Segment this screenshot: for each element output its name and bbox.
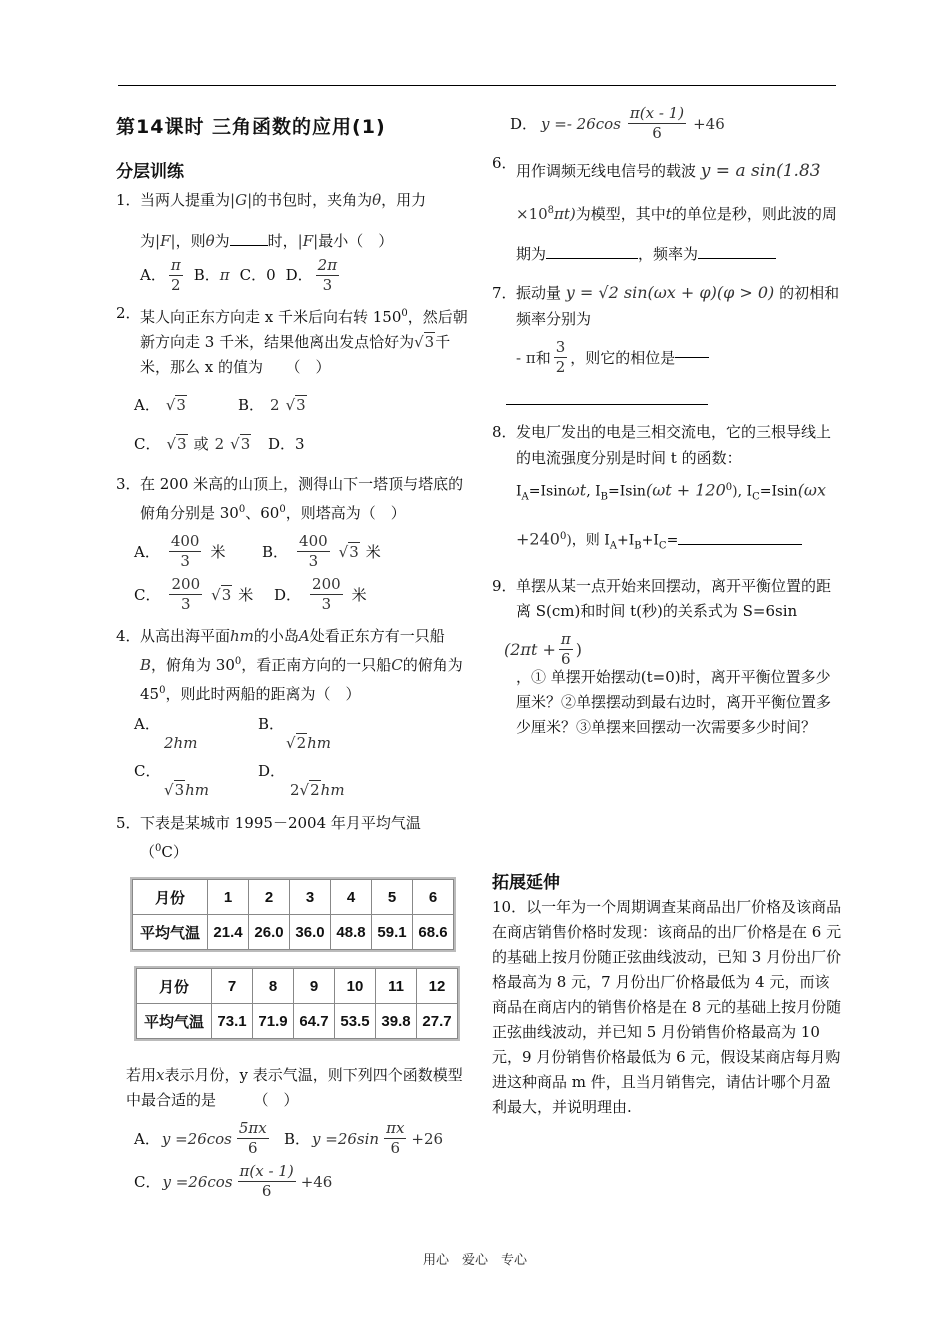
sqrt: √3 (414, 333, 435, 351)
formula: y =26sin (312, 1129, 380, 1148)
section-heading-extension: 拓展延伸 (492, 872, 560, 893)
symbol-theta: θ (205, 232, 215, 250)
formula: ×10 (516, 205, 548, 223)
table-cell: 53.5 (335, 1004, 376, 1039)
option-a-label: A． (140, 266, 166, 284)
symbol-b: B (140, 656, 152, 674)
fraction (169, 575, 202, 614)
option-label: C． (134, 1173, 161, 1191)
option-d (274, 575, 367, 614)
numerator: πx (386, 1119, 405, 1137)
q3-options-cd (116, 575, 468, 614)
option-c (134, 1162, 332, 1201)
radicand: 3 (221, 585, 232, 604)
question-1 (116, 188, 468, 295)
section-heading-practice: 分层训练 (116, 162, 184, 182)
table-row (137, 969, 458, 1004)
option-label: B． (258, 715, 285, 733)
q2-options-cd (116, 433, 468, 454)
denominator: 6 (248, 1139, 258, 1157)
subscript: C (658, 540, 667, 552)
q8-text: 发电厂发出的电是三相交流电，它的三根导线上的电流强度分别是时间 t 的函数： (516, 423, 832, 467)
q9-formula-line (504, 630, 842, 669)
radicand: 3 (174, 781, 185, 799)
table-row (133, 915, 454, 950)
coefficient: 2 (290, 781, 300, 799)
q6-text: 为模型，其中 (575, 205, 666, 223)
option-value (134, 781, 258, 799)
option-label: B． (262, 543, 289, 561)
formula: =Isin (759, 483, 798, 500)
table-header: 月份 (133, 880, 208, 915)
table-cell: 1 (208, 880, 249, 915)
q7-answer-line[interactable] (506, 391, 842, 409)
denominator: 6 (261, 1182, 272, 1200)
option-c: C．0 (239, 266, 276, 284)
denominator: 3 (322, 276, 333, 294)
q6-text: 的单位是秒，则此波的周期为 (516, 205, 837, 263)
option-a (134, 532, 262, 571)
formula: =Isin (608, 483, 646, 500)
q4-text: 从高出海平面 (140, 627, 231, 645)
symbol-x: x (156, 1066, 165, 1084)
q7-text: 和 (535, 349, 551, 367)
numerator: 400 (170, 532, 200, 550)
unit: hm (320, 781, 345, 799)
table-header: 平均气温 (133, 915, 208, 950)
q1-text: ，则 (175, 232, 206, 250)
formula: +26 (411, 1129, 444, 1148)
question-number: 2． (116, 304, 141, 322)
page-title: 第14课时 三角函数的应用(1) (116, 116, 386, 138)
numerator: 5πx (238, 1119, 267, 1137)
sqrt: √3 (230, 434, 251, 453)
fraction (169, 532, 202, 571)
superscript: 0 (559, 531, 567, 543)
temperature-table-1 (130, 877, 456, 952)
radicand: 3 (240, 434, 251, 453)
superscript: 0 (279, 504, 286, 515)
option-value (258, 781, 345, 799)
numerator: π (560, 629, 571, 648)
abs-close: | (170, 232, 176, 250)
denominator: 2 (171, 276, 181, 294)
question-6 (492, 151, 842, 274)
unit: hm (185, 781, 209, 799)
option-c (134, 575, 274, 614)
symbol-f: F (302, 232, 314, 250)
superscript: 8 (547, 205, 555, 216)
symbol-theta: θ (372, 191, 382, 209)
formula: (ωt + 120 (645, 480, 726, 500)
q8-formulas: $I_A=Isin\omega t$, $I_B=Isin(\omega t + 120^0)$, $I_C=Isin(\omega x$ (516, 480, 826, 503)
option-c (134, 433, 268, 454)
q3-text: 、60 (245, 504, 280, 522)
abs-open: | (155, 232, 161, 250)
q1-options (140, 256, 468, 295)
superscript: 0 (155, 843, 162, 854)
table-cell: 12 (417, 969, 458, 1004)
fraction (238, 1162, 296, 1201)
q5-text: C） (161, 843, 188, 861)
current-symbol: I (595, 483, 601, 500)
abs-open: | (230, 191, 236, 209)
q4-text: 处看正东方有一只船 (309, 627, 445, 645)
option-d: D．3 (268, 435, 305, 453)
fraction (559, 630, 573, 669)
q5-text: 若用 (126, 1066, 157, 1084)
question-3 (116, 472, 468, 526)
symbol-t: t (665, 205, 672, 223)
q3-text: 在 200 米高的山顶上，测得山下一塔顶与塔底的俯角分别是 30 (140, 475, 464, 522)
formula: +46 (300, 1172, 333, 1191)
radicand: 3 (177, 434, 187, 453)
formula: +240 (516, 530, 560, 550)
sqrt: √3 (285, 395, 306, 414)
left-column (116, 108, 468, 1201)
option-b (238, 394, 307, 415)
question-8 (492, 419, 842, 560)
formula: +46 (693, 114, 725, 133)
superscript: 0 (238, 504, 246, 515)
question-2 (116, 301, 468, 380)
question-10 (492, 895, 842, 1120)
q9-text: ，① 单摆开始摆动(t=0)时，离开平衡位置多少厘米？②单摆摆动到最右边时，离开平衡位置多少厘米？③单摆来回摆动一次需要多少时间？ (516, 667, 832, 736)
superscript: 0 (401, 308, 408, 319)
subscript: B (600, 491, 608, 503)
q1-text: 当两人提重为 (140, 191, 231, 209)
option-label: C． (134, 586, 161, 604)
q1-text: 为 (214, 232, 230, 250)
q10-text: 以一年为一个周期调查某商品出厂价格及该商品在商店销售价格时发现：该商品的出厂价格是在 6 元的基础上按月份随正弦曲线波动，已知 3 月份出厂价格最高为 8 元，7 月份出厂价格最低为 4 元，而该商品在商店内的销售价格是在 8 元的基础上按月份随正弦曲线波动，并已知 5 月份销售价格最高为 10 元，9 月份销售价格最低为 6 元，假设某商店每月购进这种商品 m 件，且当月销售完，请估计哪个月盈利最大，并说明理由. (492, 897, 842, 1116)
question-7 (492, 280, 842, 332)
formula: =Isin (528, 483, 567, 500)
q5-text: 表示月份，y 表示气温，则下列四个函数模型中最合适的是 （ ） (126, 1066, 463, 1109)
table-header: 平均气温 (137, 1004, 212, 1039)
q1-text: 的书包时，夹角为 (252, 191, 373, 209)
q5-options-c (116, 1162, 468, 1201)
symbol-g: G (235, 191, 248, 209)
q5-text: 下表是某城市 1995－2004 年月平均气温（ (140, 814, 421, 861)
denominator: 3 (321, 595, 332, 613)
page-footer: 用心 爱心 专心 (422, 1253, 527, 1268)
question-4 (116, 624, 468, 707)
question-number: 8． (492, 423, 517, 441)
option-label: A． (134, 543, 160, 561)
fraction (169, 256, 183, 295)
question-number: 1． (116, 191, 141, 209)
table-cell: 6 (413, 880, 454, 915)
phase-blank[interactable] (675, 357, 709, 358)
option-label: C． (134, 435, 161, 453)
option-b-label: B． (193, 266, 220, 284)
table-cell: 5 (372, 880, 413, 915)
q9-text: 单摆从某一点开始来回摆动，离开平衡位置的距离 S(cm)和时间 t(秒)的关系式为 S=6sin (516, 576, 832, 620)
option-label: A． (134, 396, 160, 414)
subscript: A (609, 540, 618, 552)
table-cell: 68.6 (413, 915, 454, 950)
formula: +I (617, 533, 635, 550)
formula: y = √2 sin(ωx + φ)(φ > 0) (565, 283, 775, 302)
q5-options-ab (116, 1119, 468, 1158)
table-header: 月份 (137, 969, 212, 1004)
formula: = (666, 533, 679, 550)
unit: hm (307, 734, 331, 752)
or-text: 或 (193, 435, 209, 453)
radicand: 3 (176, 395, 186, 414)
numerator: 2π (317, 256, 338, 274)
option-d-label: D． (285, 266, 313, 284)
table-cell: 48.8 (331, 915, 372, 950)
right-column (492, 104, 842, 1120)
formula: πt) (554, 205, 576, 223)
fraction (554, 338, 568, 377)
denominator: 3 (180, 552, 190, 570)
symbol-a: A (298, 627, 310, 645)
table-cell: 10 (335, 969, 376, 1004)
fraction (316, 256, 339, 295)
numerator: π(x - 1) (239, 1162, 294, 1180)
q4-options-ab (116, 713, 468, 752)
numerator: 200 (171, 575, 201, 593)
option-label: A． (134, 715, 160, 733)
sqrt: √2 (299, 781, 320, 799)
formula: ) (575, 639, 582, 659)
current-symbol: I (746, 483, 753, 500)
q1-text: 为 (140, 232, 156, 250)
table (136, 968, 458, 1039)
unit: 米 (210, 543, 226, 561)
q1-text: 时， (267, 232, 298, 250)
formula: (2πt + (504, 639, 556, 659)
abs-close: | (313, 232, 319, 250)
question-9 (492, 574, 842, 740)
table-cell: 11 (376, 969, 417, 1004)
fraction (310, 575, 343, 614)
q3-options-ab (116, 532, 468, 571)
denominator: 6 (561, 649, 571, 668)
question-number: 9． (492, 576, 517, 595)
numerator: π (170, 256, 181, 274)
q2-options-ab (116, 394, 468, 415)
option-label: C． (134, 762, 161, 780)
q6-text: 用作调频无线电信号的载波 (516, 162, 697, 180)
option-b (262, 532, 381, 571)
option-label: B． (238, 396, 265, 414)
symbol-c: C (391, 656, 403, 674)
formula: y =26cos (162, 1172, 233, 1191)
sqrt: √3 (164, 781, 185, 799)
formula: y = a sin(1.83 (700, 161, 821, 181)
coefficient: 2 (270, 395, 280, 414)
radicand: 3 (424, 333, 435, 351)
q7-continuation (492, 338, 842, 377)
table-cell: 39.8 (376, 1004, 417, 1039)
fraction (237, 1119, 269, 1158)
formula: y =- 26cos (541, 114, 621, 133)
denominator: 3 (308, 552, 319, 570)
unit: 米 (351, 586, 367, 604)
table-cell: 64.7 (294, 1004, 335, 1039)
q7-text: 振动量 (516, 284, 562, 302)
table-cell: 3 (290, 880, 331, 915)
formula: ωt (566, 480, 587, 500)
symbol-f: F (160, 232, 171, 250)
superscript: 0 (159, 685, 166, 696)
question-number: 4． (116, 627, 141, 645)
option-a (134, 394, 238, 415)
radicand: 3 (296, 395, 306, 414)
denominator: 6 (390, 1139, 401, 1157)
option-b (284, 1119, 443, 1158)
fraction (297, 532, 330, 571)
fraction (384, 1119, 406, 1158)
table-cell: 27.7 (417, 1004, 458, 1039)
option-value: 2hm (164, 734, 198, 752)
unit: 米 (365, 543, 381, 561)
table-cell: 71.9 (253, 1004, 294, 1039)
numerator: 3 (555, 338, 566, 356)
table-cell: 7 (212, 969, 253, 1004)
sqrt: √2 (286, 734, 307, 752)
q4-text: ，则此时两船的距离为（ ） (165, 685, 361, 703)
formula: +I (641, 533, 659, 550)
option-b-value: π (219, 266, 230, 284)
denominator: 2 (555, 358, 566, 376)
formula: - π (516, 348, 536, 367)
table-cell: 8 (253, 969, 294, 1004)
denominator: 6 (652, 124, 662, 142)
table-cell: 26.0 (249, 915, 290, 950)
sum-blank[interactable] (678, 544, 802, 545)
answer-blank[interactable] (230, 245, 268, 246)
temperature-table-2 (134, 966, 460, 1041)
option-label: D． (510, 115, 538, 133)
symbol-hm: hm (230, 627, 254, 645)
coefficient: 2 (214, 434, 225, 453)
period-blank[interactable] (546, 258, 638, 259)
option-label: D． (274, 586, 302, 604)
numerator: π(x - 1) (629, 104, 685, 122)
option-a (134, 713, 258, 752)
table-cell: 9 (294, 969, 335, 1004)
table-cell: 4 (331, 880, 372, 915)
subscript: B (634, 540, 642, 552)
question-number: 7． (492, 284, 517, 302)
question-number: 3． (116, 475, 141, 493)
table-row (137, 1004, 458, 1039)
sqrt: √3 (166, 434, 187, 453)
table-cell: 2 (249, 880, 290, 915)
radicand: 3 (349, 542, 359, 561)
numerator: 400 (299, 532, 328, 550)
table (132, 879, 454, 950)
table-cell: 59.1 (372, 915, 413, 950)
formula: (ωx (797, 480, 826, 500)
q1-text: ，用力 (381, 191, 427, 209)
sqrt: √3 (338, 542, 359, 561)
option-a (134, 1119, 284, 1158)
superscript: 0 (725, 482, 733, 493)
q4-text: 的俯角为 45 (140, 656, 463, 703)
subscript: C (752, 491, 760, 503)
formula: ，则 I (571, 533, 610, 550)
table-row (133, 880, 454, 915)
question-number: 6． (492, 154, 517, 172)
option-d (258, 760, 345, 799)
unit: 米 (238, 586, 254, 604)
option-c (134, 760, 258, 799)
sqrt: √3 (211, 585, 232, 604)
q7-text: ，则它的相位是 (570, 349, 676, 367)
phase-blank-continued[interactable] (506, 404, 708, 405)
option-value (258, 734, 331, 752)
question-number: 10． (492, 897, 527, 916)
frequency-blank[interactable] (698, 258, 776, 259)
current-symbol: I (516, 483, 522, 500)
abs-close: | (247, 191, 253, 209)
q2-text: ，然后朝新方向走 3 千米，结果他离出发点恰好为 (140, 308, 468, 351)
q6-text: ，频率为 (638, 245, 699, 263)
option-label: A． (134, 1130, 160, 1148)
sqrt: √3 (165, 395, 186, 414)
q4-options-cd (116, 760, 468, 799)
option-label: D． (258, 762, 286, 780)
radicand: 2 (310, 781, 320, 799)
q2-text: 千米，那么 x 的值为 （ ） (140, 333, 451, 376)
option-d (510, 104, 725, 143)
option-label: B． (284, 1130, 311, 1148)
numerator: 200 (312, 575, 341, 593)
q5-continuation (116, 1063, 468, 1113)
header-rule (118, 85, 836, 86)
q4-text: ，看正南方向的一只船 (241, 656, 392, 674)
table-cell: 21.4 (208, 915, 249, 950)
q4-text: ，俯角为 30 (151, 656, 235, 674)
fraction (628, 104, 686, 143)
q3-text: ，则塔高为（ ） (285, 504, 406, 522)
formula: y =26cos (161, 1129, 232, 1148)
question-number: 5． (116, 814, 141, 832)
option-b (258, 713, 331, 752)
table-cell: 73.1 (212, 1004, 253, 1039)
superscript: 0 (234, 656, 242, 667)
q8-formulas-continued: $+240^0$)，则 $I_A+I_B+I_C=$ (516, 524, 842, 559)
table-cell: 36.0 (290, 915, 331, 950)
q5-option-d (492, 104, 842, 143)
q2-text: 某人向正东方向走 x 千米后向右转 150 (140, 308, 402, 326)
radicand: 2 (296, 734, 307, 752)
q1-text: 最小（ ） (318, 232, 394, 250)
q4-text: 的小岛 (253, 627, 299, 645)
denominator: 3 (181, 595, 191, 613)
q7-text: 的初相和频率分别为 (516, 284, 840, 328)
abs-open: | (297, 232, 303, 250)
subscript: A (521, 491, 529, 503)
question-5 (116, 811, 468, 865)
